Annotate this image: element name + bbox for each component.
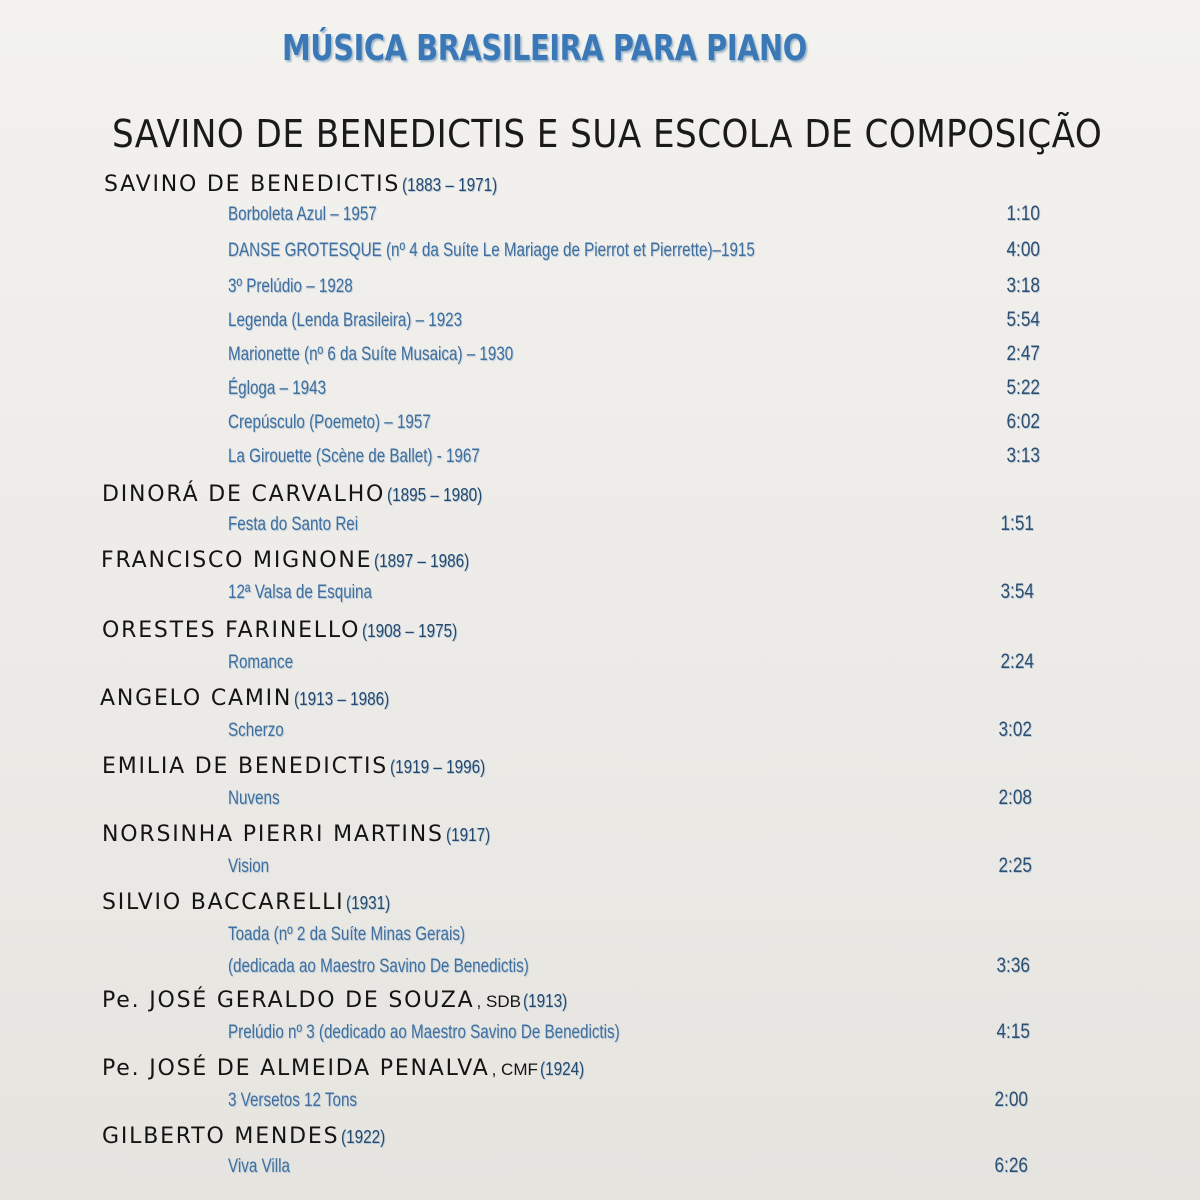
track-title: DANSE GROTESQUE (nº 4 da Suíte Le Mariage de Pierrot et Pierrette)–1915 bbox=[228, 240, 755, 261]
composer-heading bbox=[102, 890, 399, 924]
composer-years: (1919 – 1996) bbox=[390, 757, 486, 777]
track-duration: 4:15 bbox=[996, 1020, 1030, 1043]
composer-heading bbox=[102, 482, 499, 516]
composer-name: SAVINO DE BENEDICTIS bbox=[104, 172, 401, 197]
track-title: 3 Versetos 12 Tons bbox=[228, 1090, 358, 1111]
track-duration: 2:00 bbox=[994, 1088, 1028, 1111]
composer-name: GILBERTO MENDES bbox=[102, 1124, 340, 1149]
composer-heading bbox=[102, 754, 502, 788]
track-duration: 3:54 bbox=[1000, 580, 1034, 603]
track-title: Festa do Santo Rei bbox=[228, 514, 359, 535]
track-title: Marionette (nº 6 da Suíte Musaica) – 1930 bbox=[228, 344, 514, 365]
track-duration: 2:25 bbox=[998, 854, 1032, 877]
track-title: Legenda (Lenda Brasileira) – 1923 bbox=[228, 310, 463, 331]
track-duration: 6:02 bbox=[1006, 410, 1040, 433]
composer-heading bbox=[102, 822, 498, 856]
track-title: 12ª Valsa de Esquina bbox=[228, 582, 372, 603]
composer-name: SILVIO BACCARELLI bbox=[102, 890, 345, 915]
composer-years: (1908 – 1975) bbox=[362, 621, 458, 641]
track-title: La Girouette (Scène de Ballet) - 1967 bbox=[228, 446, 480, 467]
composer-heading bbox=[104, 172, 514, 206]
composer-order-suffix: , SDB bbox=[476, 992, 521, 1011]
composer-heading bbox=[102, 1124, 393, 1158]
track-title: Vision bbox=[228, 856, 270, 877]
album-title: MÚSICA BRASILEIRA PARA PIANO bbox=[282, 28, 807, 69]
track-duration: 3:18 bbox=[1006, 274, 1040, 297]
composer-name: DINORÁ DE CARVALHO bbox=[102, 482, 386, 507]
composer-years: (1913 – 1986) bbox=[294, 689, 390, 709]
composer-name: FRANCISCO MIGNONE bbox=[101, 548, 373, 573]
track-duration: 1:10 bbox=[1006, 202, 1040, 225]
composer-heading bbox=[100, 686, 406, 720]
composer-years: (1883 – 1971) bbox=[402, 175, 498, 195]
composer-years: (1931) bbox=[346, 893, 391, 913]
composer-name: EMILIA DE BENEDICTIS bbox=[102, 754, 389, 779]
track-duration: 3:02 bbox=[998, 718, 1032, 741]
track-title: Toada (nº 2 da Suíte Minas Gerais) bbox=[228, 924, 466, 945]
composer-name: ANGELO CAMIN bbox=[100, 686, 293, 711]
track-duration: 2:08 bbox=[998, 786, 1032, 809]
composer-years: (1922) bbox=[341, 1127, 386, 1147]
track-title: Borboleta Azul – 1957 bbox=[228, 204, 377, 225]
composer-heading bbox=[102, 988, 575, 1022]
album-subtitle: SAVINO DE BENEDICTIS E SUA ESCOLA DE COMPOSIÇÃO bbox=[112, 112, 1103, 156]
track-duration: 5:22 bbox=[1006, 376, 1040, 399]
track-duration: 5:54 bbox=[1006, 308, 1040, 331]
track-title: Scherzo bbox=[228, 720, 284, 741]
track-duration: 3:13 bbox=[1006, 444, 1040, 467]
composer-years: (1895 – 1980) bbox=[387, 485, 483, 505]
composer-order-suffix: , CMF bbox=[491, 1060, 538, 1079]
composer-years: (1924) bbox=[539, 1059, 585, 1079]
composer-years: (1917) bbox=[445, 825, 490, 845]
track-duration: 2:47 bbox=[1006, 342, 1040, 365]
track-title: Crepúsculo (Poemeto) – 1957 bbox=[228, 412, 431, 433]
composer-years: (1897 – 1986) bbox=[374, 551, 470, 571]
track-title: Prelúdio nº 3 (dedicado ao Maestro Savino De Benedictis) bbox=[228, 1022, 620, 1043]
composer-heading bbox=[102, 1056, 592, 1090]
track-title: Romance bbox=[228, 652, 294, 673]
composer-name: Pe. JOSÉ DE ALMEIDA PENALVA bbox=[102, 1056, 490, 1081]
track-title: Viva Villa bbox=[228, 1156, 290, 1177]
track-duration: 2:24 bbox=[1000, 650, 1034, 673]
track-duration: 3:36 bbox=[996, 954, 1030, 977]
track-dedication: (dedicada ao Maestro Savino De Benedictis) bbox=[228, 956, 529, 977]
track-duration: 4:00 bbox=[1006, 238, 1040, 261]
track-duration: 6:26 bbox=[994, 1154, 1028, 1177]
composer-name: Pe. JOSÉ GERALDO DE SOUZA bbox=[102, 988, 475, 1013]
track-title: Nuvens bbox=[228, 788, 280, 809]
composer-name: NORSINHA PIERRI MARTINS bbox=[102, 822, 444, 847]
composer-heading bbox=[102, 618, 474, 652]
track-title: Égloga – 1943 bbox=[228, 378, 327, 399]
composer-heading bbox=[101, 548, 486, 582]
composer-name: ORESTES FARINELLO bbox=[102, 618, 361, 643]
composer-years: (1913) bbox=[522, 991, 568, 1011]
track-title: 3º Prelúdio – 1928 bbox=[228, 276, 353, 297]
track-duration: 1:51 bbox=[1000, 512, 1034, 535]
